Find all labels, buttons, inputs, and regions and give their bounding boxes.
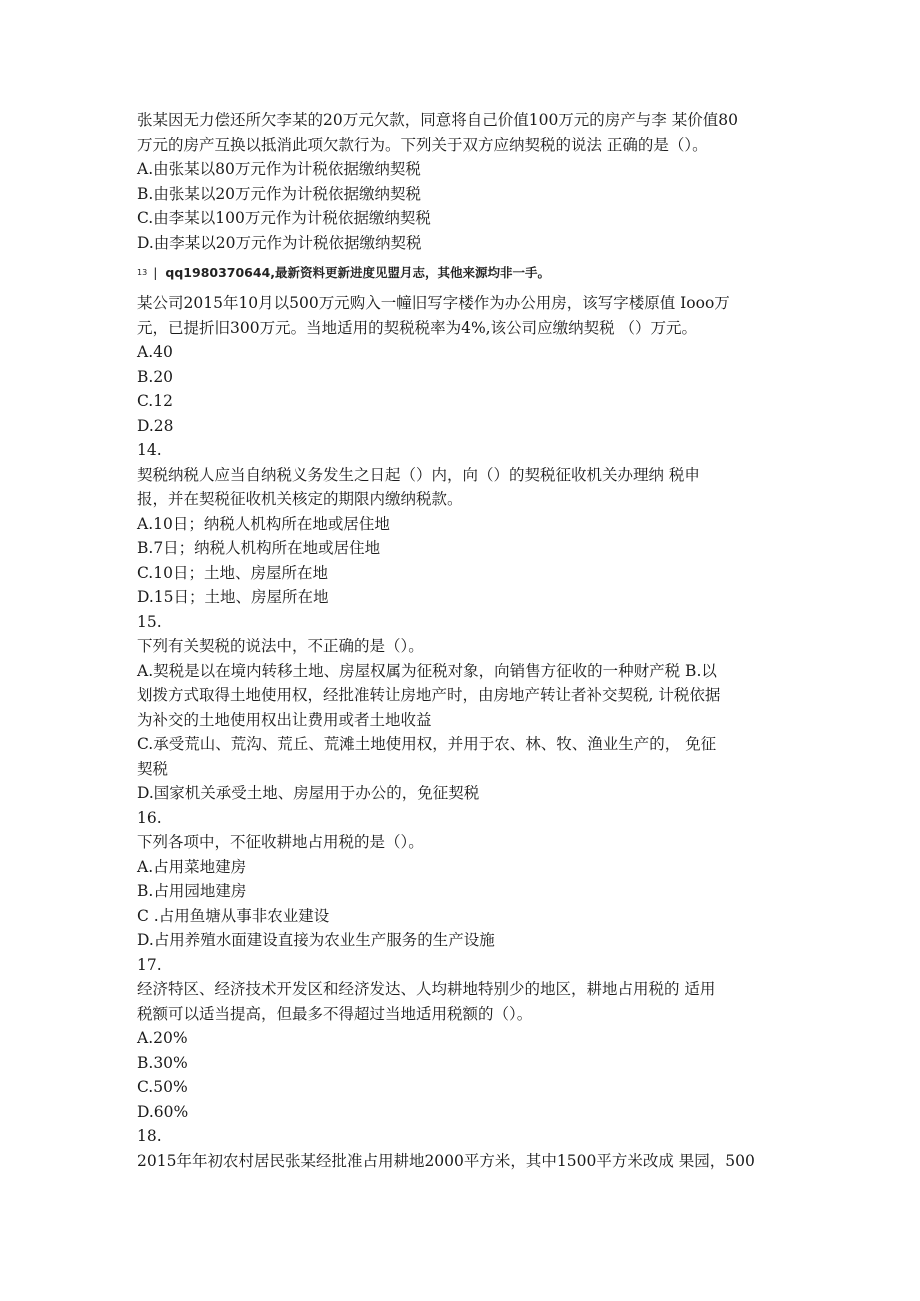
question-16: [137, 806, 797, 953]
option-c: C.12: [137, 392, 173, 410]
question-13: [137, 291, 797, 438]
option-text-line: C.承受荒山、荒沟、荒丘、荒滩土地使用权，并用于农、林、牧、渔业生产的， 免征: [137, 735, 717, 753]
option-d: D.28: [137, 416, 174, 435]
question-stem-line: 万元的房产互换以抵消此项欠款行为。下列关于双方应纳契税的说法 正确的是（）。: [137, 135, 708, 154]
option-text-line: 划拨方式取得土地使用权，经批准转让房地产时，由房地产转让者补交契税, 计税依据: [137, 686, 721, 704]
option-text-line: 契税: [137, 759, 169, 778]
separator: |: [153, 264, 158, 280]
document-page: [137, 108, 797, 1173]
question-number: 16.: [137, 808, 162, 827]
question-stem-line: 税额可以适当提高，但最多不得超过当地适用税额的（）。: [137, 1004, 533, 1023]
question-17: [137, 953, 797, 1125]
option-d: D.60%: [137, 1102, 189, 1121]
option-a: A.由张某以80万元作为计税依据缴纳契税: [137, 160, 421, 178]
question-stem-line: 2015年年初农村居民张某经批准占用耕地2000平方米，其中1500平方米改成 果园，500: [137, 1151, 755, 1170]
question-12: [137, 108, 797, 255]
question-stem-line: 下列有关契税的说法中，不正确的是（）。: [137, 637, 424, 655]
question-number: 17.: [137, 955, 162, 974]
notice-text: qq1980370644,最新资料更新进度见盟月志，其他来源均非一手。: [165, 264, 551, 280]
option-d: D.由李某以20万元作为计税依据缴纳契税: [137, 233, 422, 252]
question-number: 13: [137, 267, 148, 277]
option-c: C.50%: [137, 1078, 188, 1096]
option-a: A.20%: [137, 1029, 188, 1047]
question-14: [137, 438, 797, 610]
question-stem-line: 某公司2015年10月以500万元购入一幢旧写字楼作为办公用房，该写字楼原值 Iooo万: [137, 294, 730, 312]
option-b: B.由张某以20万元作为计税依据缴纳契税: [137, 184, 422, 203]
question-stem-line: 下列各项中，不征收耕地占用税的是（）。: [137, 833, 424, 851]
option-c: C.由李某以100万元作为计税依据缴纳契税: [137, 209, 431, 227]
option-text-line: 为补交的土地使用权出让费用或者土地收益: [137, 710, 432, 729]
option-text-line: D.国家机关承受土地、房屋用于办公的，免征契税: [137, 784, 480, 802]
question-number: 14.: [137, 441, 162, 459]
notice-line: [137, 261, 797, 285]
question-number: 18.: [137, 1127, 162, 1145]
option-b: B.20: [137, 367, 174, 386]
option-c: C.10日；土地、房屋所在地: [137, 563, 328, 582]
option-a: A.40: [137, 343, 173, 361]
option-b: B.占用园地建房: [137, 882, 247, 900]
option-b: B.7日；纳税人机构所在地或居住地: [137, 539, 381, 557]
question-stem-line: 元，已提折旧300万元。当地适用的契税税率为4%,该公司应缴纳契税 （）万元。: [137, 318, 698, 337]
option-a: A.10日；纳税人机构所在地或居住地: [137, 514, 390, 533]
option-a: A.占用菜地建房: [137, 857, 247, 876]
option-d: D.占用养殖水面建设直接为农业生产服务的生产设施: [137, 931, 495, 949]
option-text-line: A.契税是以在境内转移土地、房屋权属为征税对象，向销售方征收的一种财产税 B.以: [137, 661, 717, 680]
question-stem-line: 张某因无力偿还所欠李某的20万元欠款，同意将自己价值100万元的房产与李 某价值80: [137, 111, 738, 129]
question-stem-line: 报，并在契税征收机关核定的期限内缴纳税款。: [137, 490, 463, 508]
question-15: [137, 610, 797, 806]
question-number: 15.: [137, 612, 162, 631]
question-stem-line: 契税纳税人应当自纳税义务发生之日起（）内，向（）的契税征收机关办理纳 税申: [137, 465, 700, 484]
option-d: D.15日；土地、房屋所在地: [137, 588, 329, 606]
option-b: B.30%: [137, 1053, 188, 1072]
option-c: C .占用鱼塘从事非农业建设: [137, 906, 330, 925]
question-stem-line: 经济特区、经济技术开发区和经济发达、人均耕地特别少的地区，耕地占用税的 适用: [137, 980, 716, 998]
question-18: [137, 1124, 797, 1173]
